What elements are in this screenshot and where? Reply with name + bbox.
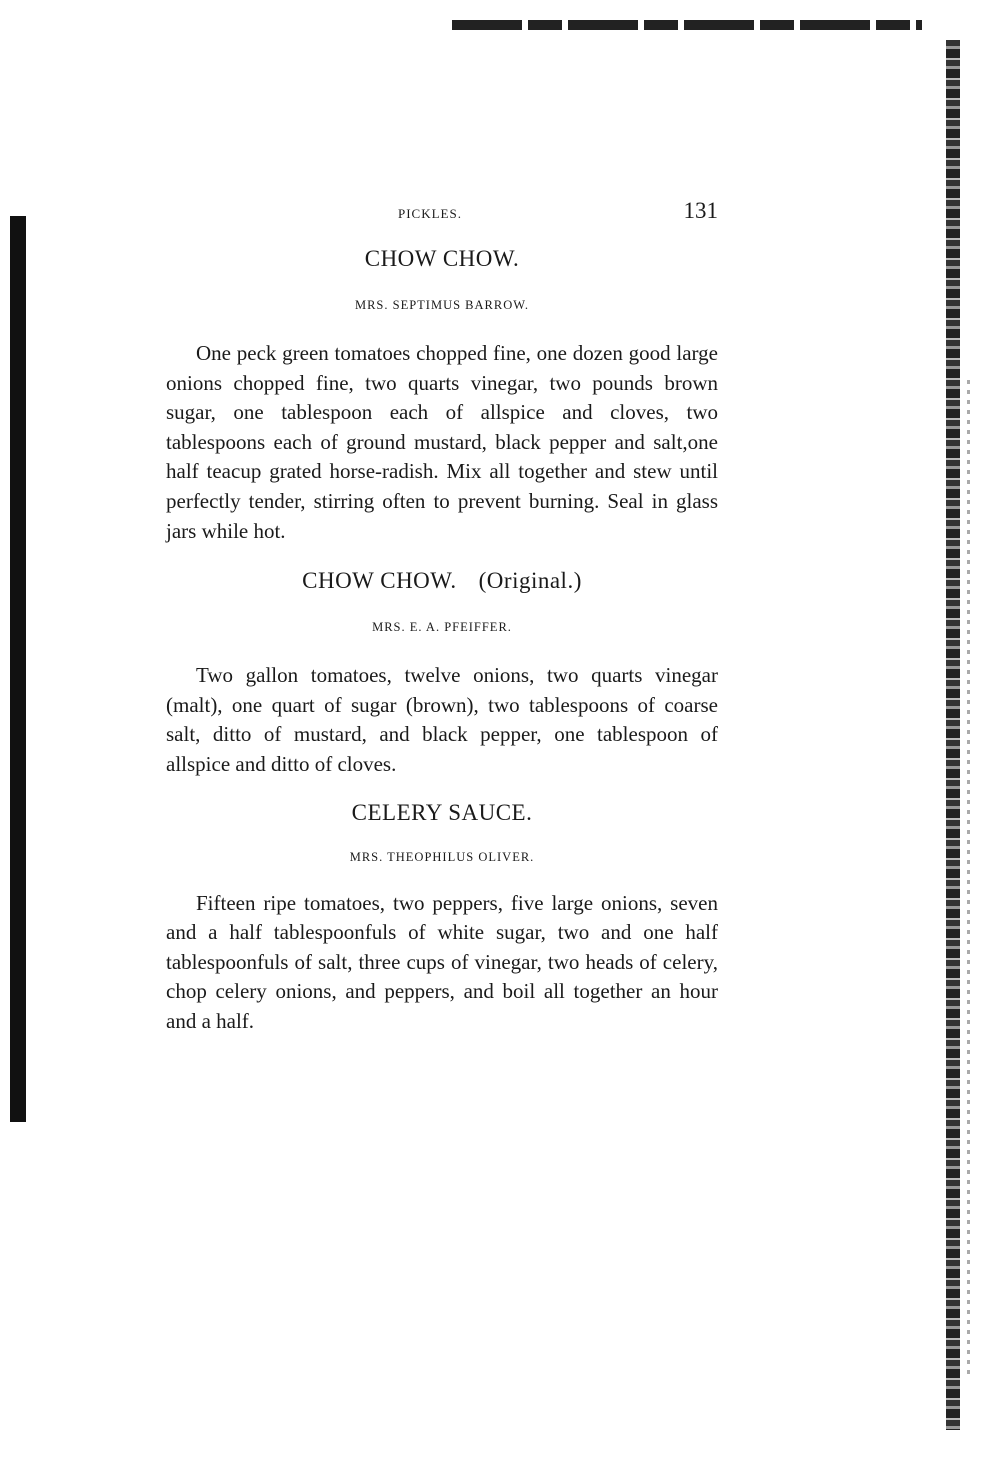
running-title: PICKLES. — [398, 206, 462, 221]
running-header — [166, 198, 718, 232]
recipe-celery-sauce — [166, 800, 718, 1037]
recipe-body: Fifteen ripe tomatoes, two peppers, five large onions, seven and a half tablespoonfuls of white sugar, two and one half tablespoonfuls of salt, three cups of vinegar, two heads of celery, chop celery onions, and peppers, and boil all together an hour and a half. — [166, 890, 718, 1033]
recipe-body: Two gallon tomatoes, twelve onions, two quarts vinegar (malt), one quart of sugar (brown), two tablespoons of coarse salt, ditto of mustard, and black pepper, one tablespoon of allspice and ditto of cloves. — [166, 663, 718, 776]
recipe-title-text: CELERY SAUCE. — [351, 799, 533, 825]
recipe-author: MRS. THEOPHILUS OLIVER. — [349, 849, 535, 864]
scan-artifact-left-bar — [10, 216, 26, 1122]
recipe-title — [166, 246, 718, 272]
recipe-chow-chow-pfeiffer — [166, 568, 718, 779]
book-page — [166, 198, 718, 1037]
recipe-chow-chow-barrow — [166, 246, 718, 546]
recipe-body: One peck green tomatoes chopped fine, one dozen good large onions chopped fine, two quarts vinegar, two pounds brown sugar, one tablespoon each of allspice and cloves, two tablespoons each of ground mustard, black pepper and salt,one half teacup grated horse-radish. Mix all together and stew until perfectly tender, stirring often to prevent burning. Seal in glass jars while hot. — [166, 341, 718, 543]
recipe-title-text: CHOW CHOW. — [364, 246, 520, 271]
scan-artifact-top — [452, 20, 922, 30]
recipe-author: MRS. E. A. PFEIFFER. — [372, 620, 512, 635]
recipe-title — [166, 800, 718, 826]
recipe-title-note: (Original.) — [478, 568, 582, 594]
page-number: 131 — [683, 198, 718, 223]
recipe-title — [166, 568, 718, 594]
scan-artifact-right-edge — [946, 40, 960, 1430]
recipe-title-text: CHOW CHOW. — [302, 568, 457, 594]
scan-artifact-right-line — [967, 380, 970, 1380]
recipe-author: MRS. SEPTIMUS BARROW. — [354, 298, 530, 312]
